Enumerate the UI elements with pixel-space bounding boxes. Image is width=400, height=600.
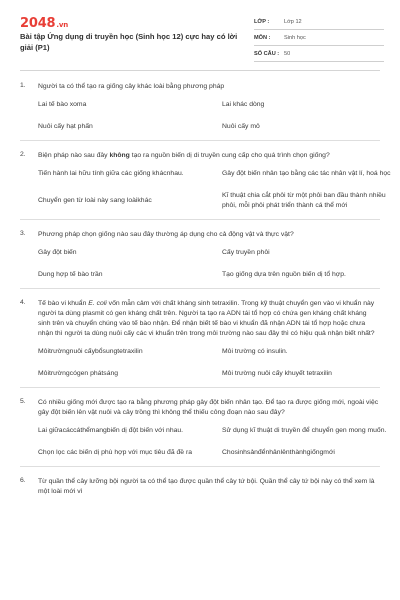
answer-option[interactable]: Tiến hành lai hữu tính giữa các giống khácnhau.	[38, 170, 184, 177]
question-number: 5.	[20, 398, 26, 405]
meta-row-class	[254, 14, 384, 30]
logo-main: 2048	[20, 16, 56, 31]
meta-label: SỐ CÂU :	[254, 50, 280, 57]
answer-option[interactable]: Lai khác dòng	[222, 101, 265, 108]
question-5	[20, 394, 387, 467]
answer-option[interactable]: Dung hợp tế bào trần	[38, 271, 103, 278]
answer-option[interactable]: Môi trường nuôi cấy khuyết tetraxilin	[222, 370, 332, 377]
question-1	[20, 78, 380, 141]
meta-value: Sinh học	[284, 34, 306, 41]
header-divider	[20, 70, 380, 71]
answer-option[interactable]: Chuyển gen từ loài này sang loàikhác	[38, 197, 152, 204]
question-text: Có nhiều giống mới được tạo ra bằng phương pháp gây đột biến nhân tạo. Để tạo ra được giống mới, ngoài việc gây đột biến lên vật nuôi và cây trồng thì không thể thiếu công đoạn nào sau đây?	[38, 399, 379, 416]
answer-option[interactable]: Môitrườngcógen phátsáng	[38, 370, 119, 377]
answer-option[interactable]: Kĩ thuật chia cắt phôi từ một phôi ban đầu thành nhiều phôi, mỗi phôi phát triển thành cá thể mới	[222, 192, 386, 209]
question-text: Từ quần thể cây lưỡng bội người ta có thể tạo được quần thể cây tứ bội. Quần thể cây tứ bội này có thể xem là một loài mới vì	[38, 478, 375, 495]
answer-option[interactable]: Nuôi cấy mô	[222, 123, 260, 130]
question-text: Người ta có thể tạo ra giống cây khác loài bằng phương pháp	[38, 83, 225, 90]
answer-options	[38, 426, 387, 458]
answer-options	[38, 169, 391, 211]
answer-options	[38, 248, 380, 280]
answer-option[interactable]: Lai giữacáccáthểmangbiến dị đột biến với nhau.	[38, 427, 184, 434]
answer-option[interactable]: Chọn lọc các biến dị phù hợp với mục tiêu đã đề ra	[38, 449, 193, 456]
answer-option[interactable]: Nuôi cấy hạt phấn	[38, 123, 93, 130]
question-number: 6.	[20, 477, 26, 484]
question-text: Biện pháp nào sau đây không tạo ra nguồn biến dị di truyền cung cấp cho quá trình chọn giống?	[38, 152, 330, 159]
page-header	[0, 0, 400, 66]
emphasis-word: không	[109, 152, 130, 159]
answer-option[interactable]: Môitrườngnuôi cấybổsungtetraxilin	[38, 348, 143, 355]
question-6	[20, 473, 380, 505]
question-text: Tế bào vi khuẩn E. coli vốn mẫn cảm với chất kháng sinh tetraxilin. Trong kỹ thuật chuyển gen vào vi khuẩn này người ta dùng plasmit có gen kháng chất trên. Người ta tạo ra ADN tái tổ hợp có chứa gen kháng chất kháng sinh trên và chuyển chúng vào tế bào nhận. Để nhận biết tế bào vi khuẩn đã nhận ADN tái tổ hợp hoặc chưa nhận thì người ta dùng nuôi cấy các vi khuẩn trên trong môi trường nào sau đây thì có hiệu quả nhận biết nhất?	[38, 300, 375, 337]
meta-row-subject	[254, 30, 384, 46]
page-title: Bài tập Ứng dụng di truyền học (Sinh học 12) cực hay có lời giải (P1)	[20, 32, 238, 52]
answer-option[interactable]: Gây đột biến	[38, 249, 77, 256]
question-text: Phương pháp chọn giống nào sau đây thường áp dụng cho cả động vật và thực vật?	[38, 231, 294, 238]
meta-value: Lớp 12	[284, 18, 302, 25]
question-number: 4.	[20, 299, 26, 306]
answer-options	[38, 100, 380, 132]
answer-option[interactable]: Cấy truyền phôi	[222, 249, 270, 256]
answer-options	[38, 347, 380, 379]
answer-option[interactable]: Môi trường có insulin.	[222, 348, 288, 355]
answer-option[interactable]: Gây đột biến nhân tạo bằng các tác nhân vật lí, hoá học	[222, 170, 391, 177]
answer-option[interactable]: Sử dụng kĩ thuật di truyền để chuyển gen mong muốn.	[222, 427, 387, 434]
answer-option[interactable]: Lai tế bào xoma	[38, 101, 87, 108]
meta-row-count	[254, 46, 384, 62]
question-3	[20, 226, 380, 289]
question-4	[20, 295, 380, 388]
meta-label: MÔN :	[254, 34, 271, 41]
meta-label: LỚP :	[254, 18, 270, 25]
question-number: 1.	[20, 82, 26, 89]
site-logo[interactable]	[20, 16, 68, 31]
question-number: 2.	[20, 151, 26, 158]
meta-value: 50	[284, 50, 291, 57]
question-number: 3.	[20, 230, 26, 237]
answer-option[interactable]: Chosinhsảnđểnhânlênthànhgiốngmới	[222, 449, 335, 456]
question-list	[20, 78, 391, 511]
logo-suffix: .vn	[56, 21, 68, 29]
meta-info	[254, 14, 384, 62]
answer-option[interactable]: Tạo giống dựa trên nguồn biến dị tổ hợp.	[222, 271, 346, 278]
species-name: E. coli	[88, 300, 107, 307]
question-2	[20, 147, 391, 220]
